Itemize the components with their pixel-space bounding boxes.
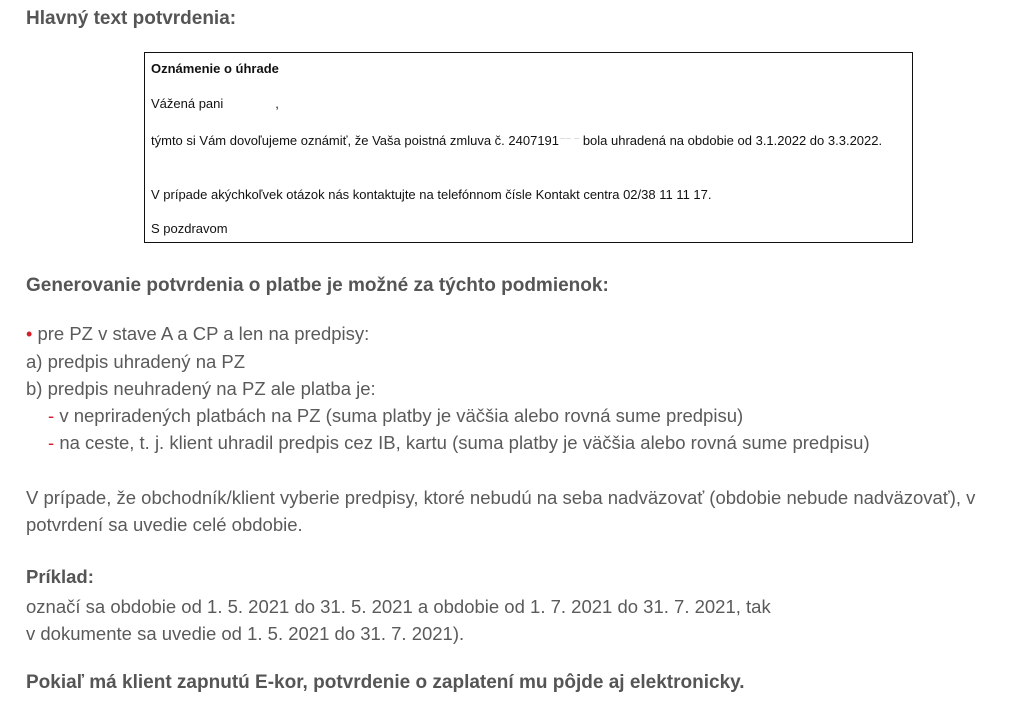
condition-item-a: a) predpis uhradený na PZ [26, 351, 246, 372]
conditions-heading: Generovanie potvrdenia o platbe je možné za týchto podmienok: [26, 275, 609, 296]
condition-subitem-1-text: v nepriradených platbách na PZ (suma platby je väčšia alebo rovná sume predpisu) [59, 405, 744, 426]
example-line-1: označí sa obdobie od 1. 5. 2021 do 31. 5. 2021 a obdobie od 1. 7. 2021 do 31. 7. 2021, tak [26, 596, 771, 617]
dash-icon: - [48, 405, 55, 426]
example-heading: Príklad: [26, 566, 94, 587]
notice-greeting-punct: , [275, 96, 279, 111]
period-note-paragraph: V prípade, že obchodník/klient vyberie predpisy, ktoré nebudú na seba nadväzovať (obdobie nebude nadväzovať), v potvrdení sa uvedie celé obdobie. [26, 487, 976, 535]
bullet-icon: • [26, 324, 33, 344]
notice-title: Oznámenie o úhrade [151, 61, 279, 76]
example-line-2: v dokumente sa uvedie od 1. 5. 2021 do 31. 7. 2021). [26, 623, 465, 644]
notice-signoff: S pozdravom [151, 221, 228, 236]
notice-greeting [151, 96, 906, 112]
example-text [26, 593, 1006, 647]
notice-greeting-text: Vážená pani [151, 96, 224, 111]
condition-subitem-2-text: na ceste, t. j. klient uhradil predpis cez IB, kartu (suma platby je väčšia alebo rovná sume predpisu) [59, 432, 870, 453]
condition-subitem-2 [26, 429, 870, 456]
condition-bullet-text: pre PZ v stave A a CP a len na predpisy: [37, 323, 370, 344]
dash-icon: - [48, 432, 55, 453]
redacted-policy-digits: ⁻⁻ ⁻ [559, 133, 580, 148]
notice-body-start: týmto si Vám dovoľujeme oznámiť, že Vaša poistná zmluva č. 2407191 [151, 133, 560, 148]
conditions-list [26, 320, 870, 456]
notice-contact: V prípade akýchkoľvek otázok nás kontaktujte na telefónnom čísle Kontakt centra 02/38 11 11 17. [151, 187, 712, 202]
condition-subitem-1 [26, 402, 870, 429]
condition-item-b: b) predpis neuhradený na PZ ale platba je: [26, 378, 376, 399]
notice-body [151, 133, 906, 149]
main-text-heading: Hlavný text potvrdenia: [26, 8, 237, 29]
ekor-note: Pokiaľ má klient zapnutú E-kor, potvrdenie o zaplatení mu pôjde aj elektronicky. [26, 672, 745, 693]
notice-body-end: bola uhradená na obdobie od 3.1.2022 do 3.3.2022. [579, 133, 883, 148]
condition-bullet [26, 320, 870, 348]
payment-notice-box [144, 52, 913, 243]
